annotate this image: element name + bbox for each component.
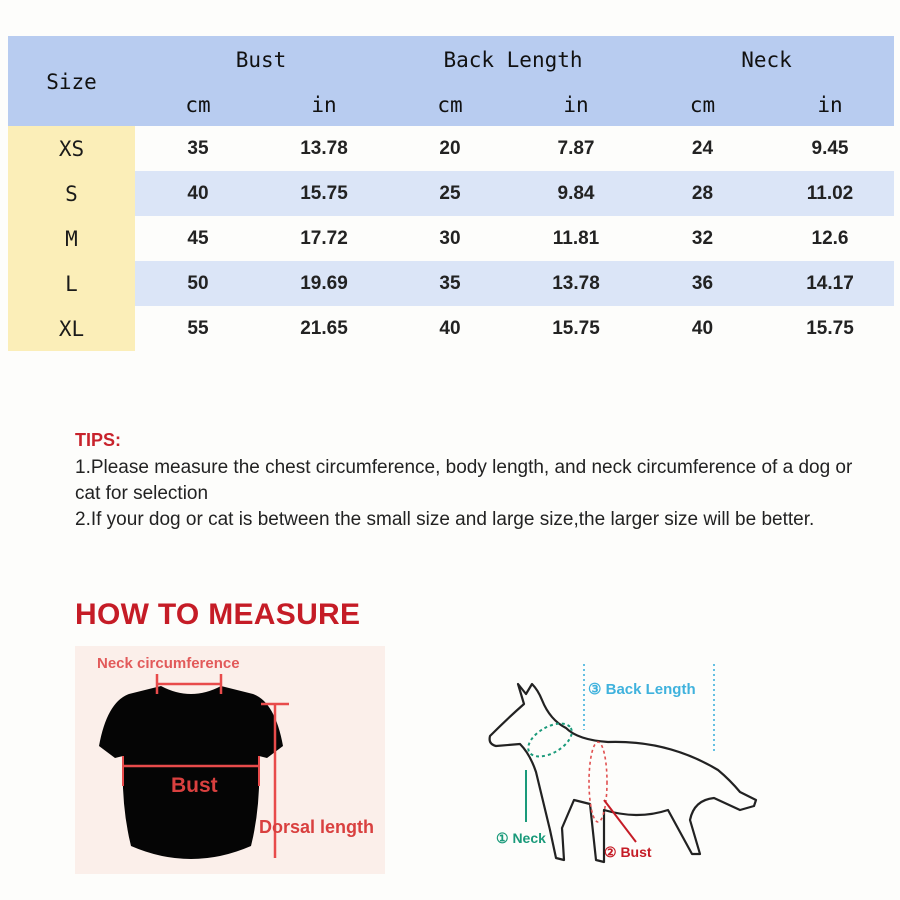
dog-measure-diagram [478, 660, 778, 875]
table-cell: 20 [439, 138, 461, 159]
group-header-back-length: Back Length [443, 48, 583, 72]
table-cell: 9.45 [811, 138, 849, 159]
group-header-bust: Bust [235, 48, 287, 72]
table-cell: 11.81 [552, 228, 600, 249]
neck-label: ① Neck [496, 830, 546, 846]
size-cell: M [8, 216, 135, 261]
table-cell: 11.02 [806, 183, 854, 204]
unit-header: cm [689, 93, 716, 117]
size-cell: XL [8, 306, 135, 351]
table-cell: 15.75 [300, 183, 348, 204]
tip-2: 2.If your dog or cat is between the small size and large size,the larger size will be better. [75, 509, 815, 530]
table-cell: 13.78 [300, 138, 348, 159]
table-cell: 25 [439, 183, 461, 204]
table-row [8, 126, 894, 171]
size-cell: L [8, 261, 135, 306]
unit-header: cm [437, 93, 463, 117]
table-cell: 40 [691, 318, 714, 339]
table-cell: 21.65 [300, 318, 348, 339]
table-cell: 15.75 [552, 318, 600, 339]
bust-label: Bust [171, 774, 218, 797]
table-row [8, 216, 894, 261]
table-cell: 32 [691, 228, 714, 249]
size-cell: S [8, 171, 135, 216]
table-cell: 45 [187, 228, 209, 249]
back-length-label: ③ Back Length [588, 681, 696, 698]
unit-header: in [311, 93, 337, 117]
table-cell: 40 [187, 183, 209, 204]
tips-title: TIPS: [75, 430, 122, 450]
unit-header: in [817, 93, 843, 117]
unit-header: in [563, 93, 589, 117]
table-cell: 36 [691, 273, 714, 294]
table-cell: 50 [187, 273, 209, 294]
table-cell: 35 [439, 273, 461, 294]
size-chart-table [8, 36, 894, 351]
table-row [8, 261, 894, 306]
tips-section [75, 430, 865, 533]
table-cell: 30 [439, 228, 461, 249]
table-header [8, 36, 894, 126]
table-cell: 28 [691, 183, 714, 204]
table-cell: 14.17 [806, 273, 854, 294]
unit-header: cm [185, 93, 211, 117]
dorsal-length-label: Dorsal length [259, 817, 375, 837]
table-cell: 12.6 [811, 228, 849, 249]
table-row [8, 306, 894, 351]
neck-circumference-label: Neck circumference [97, 655, 240, 672]
garment-measure-diagram [75, 646, 385, 874]
table-cell: 15.75 [806, 318, 854, 339]
table-cell: 55 [187, 318, 209, 339]
table-cell: 7.87 [557, 138, 595, 159]
how-to-measure-title: HOW TO MEASURE [75, 598, 361, 631]
table-cell: 35 [187, 138, 209, 159]
table-row [8, 171, 894, 216]
group-header-neck: Neck [741, 48, 792, 72]
table-cell: 9.84 [557, 183, 595, 204]
size-header: Size [46, 70, 97, 94]
size-cell: XS [8, 126, 135, 171]
table-cell: 19.69 [300, 273, 348, 294]
dog-bust-label: ② Bust [604, 844, 652, 860]
table-cell: 17.72 [300, 228, 348, 249]
tip-1: 1.Please measure the chest circumference, body length, and neck circumference of a dog or cat for selection [75, 457, 853, 504]
pet-shirt-illustration [75, 646, 385, 874]
table-cell: 13.78 [552, 273, 600, 294]
table-cell: 40 [439, 318, 461, 339]
table-cell: 24 [691, 138, 714, 159]
